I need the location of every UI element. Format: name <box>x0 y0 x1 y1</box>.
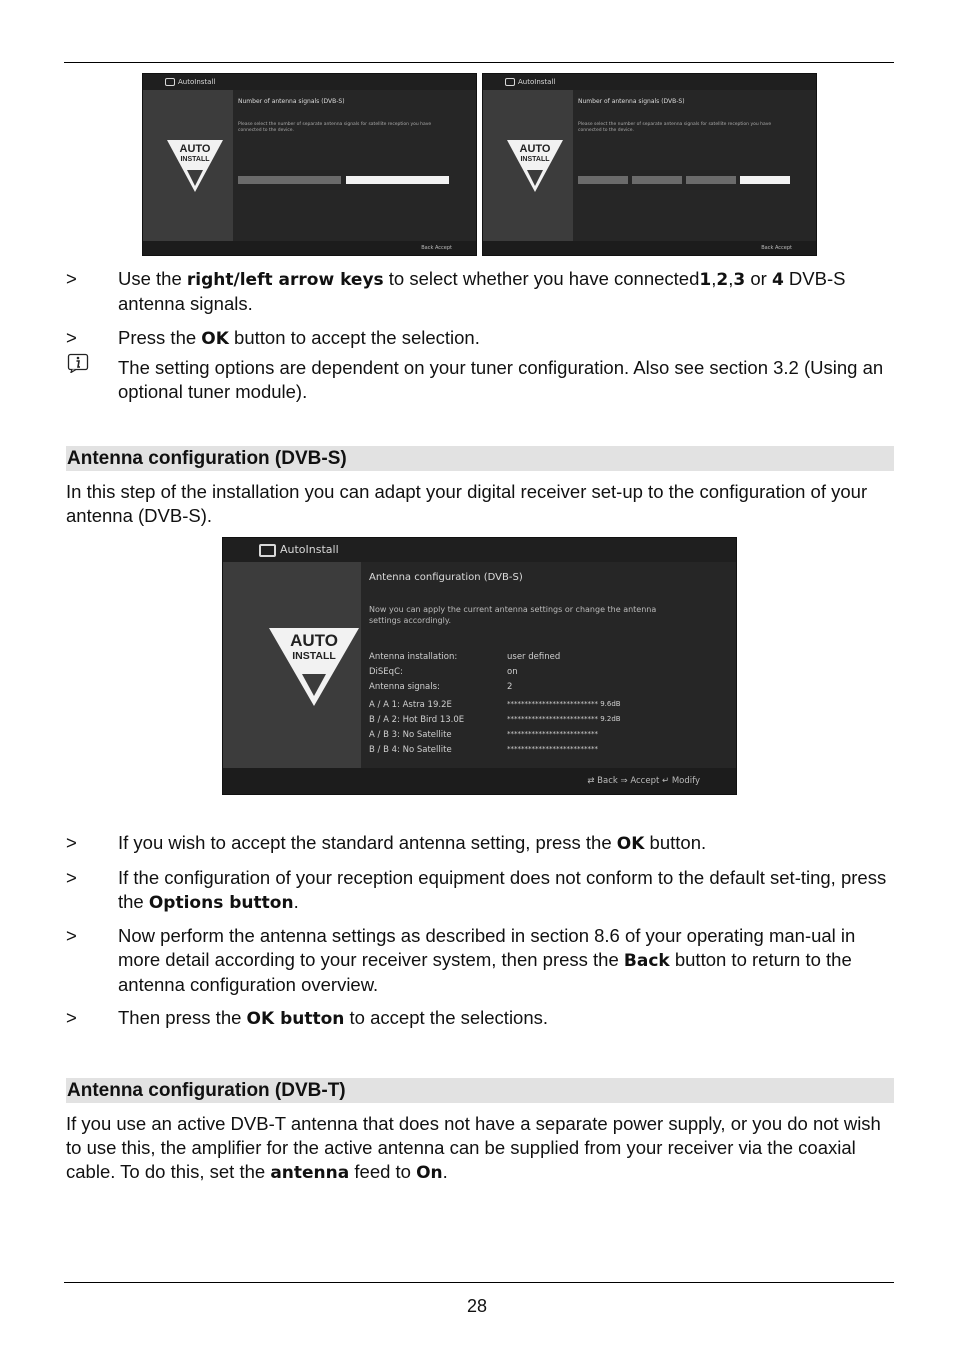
option-2[interactable] <box>346 176 449 184</box>
section-intro-dvbt: If you use an active DVB-T antenna that does not have a separate power supply, or you do not wish to use this, the amplifier for the active antenna can be supplied from your receiver via the coaxial cable. To do this, set the antenna feed to On. <box>66 1113 881 1183</box>
section-heading-dvbs: Antenna configuration (DVB-S) <box>66 446 894 471</box>
screen-description: Now you can apply the current antenna settings or change the antenna settings accordingly. <box>369 605 657 625</box>
bullet-mark: > <box>66 925 77 946</box>
satellite-label: B / A 2: Hot Bird 13.0E <box>369 715 465 725</box>
screen-left-panel <box>483 90 573 241</box>
screen-description: Please select the number of separate antenna signals for satellite reception you have connected to the device. <box>578 122 772 133</box>
satellite-value: ************************** <box>507 745 598 753</box>
bullet-text: Now perform the antenna settings as described in section 8.6 of your operating man-ual in more detail according to your receiver system, then press the Back button to return to the antenna configuration overview. <box>118 925 856 995</box>
logo-text-install: INSTALL <box>180 156 210 163</box>
screen-header: AutoInstall <box>518 78 556 86</box>
setting-label: Antenna installation: <box>369 652 458 662</box>
section-heading-dvbt: Antenna configuration (DVB-T) <box>66 1078 894 1103</box>
satellite-label: B / B 4: No Satellite <box>369 745 452 755</box>
screen-footer: Back Accept <box>143 241 476 255</box>
option-2[interactable] <box>632 176 682 184</box>
header-rule <box>64 62 894 63</box>
bullet-text: Then press the OK button to accept the selections. <box>118 1007 549 1029</box>
tv-icon <box>259 544 276 557</box>
logo-text-auto: AUTO <box>290 631 338 650</box>
screen-header: AutoInstall <box>178 78 216 86</box>
screen-footer: ⇄ Back ⇒ Accept ↵ Modify <box>223 768 736 794</box>
screenshot-antenna-signals-2 <box>142 73 477 256</box>
screen-description: Please select the number of separate antenna signals for satellite reception you have connected to the device. <box>238 122 432 133</box>
screenshot-antenna-configuration <box>222 537 737 795</box>
logo-text-install: INSTALL <box>292 650 336 662</box>
auto-install-logo-icon <box>165 138 225 196</box>
bullet-mark: > <box>66 268 77 289</box>
footer-rule <box>64 1282 894 1283</box>
option-1[interactable] <box>238 176 341 184</box>
setting-label: DiSEqC: <box>369 667 403 677</box>
screenshot-antenna-signals-4 <box>482 73 817 256</box>
setting-label: Antenna signals: <box>369 682 440 692</box>
section-intro-dvbs: In this step of the installation you can adapt your digital receiver set-up to the configuration of your antenna (DVB-S). <box>66 481 868 526</box>
auto-install-logo-icon <box>267 626 361 710</box>
screen-header: AutoInstall <box>280 543 339 556</box>
screen-left-panel <box>223 562 361 768</box>
bullet-mark: > <box>66 1007 77 1028</box>
satellite-value: ************************** <box>507 730 598 738</box>
screen-footer: Back Accept <box>483 241 816 255</box>
logo-text-auto: AUTO <box>179 143 211 155</box>
bullet-mark: > <box>66 832 77 853</box>
satellite-value: ************************** 9.6dB <box>507 700 621 708</box>
logo-text-install: INSTALL <box>520 156 550 163</box>
bullet-text: Press the OK button to accept the selection. <box>118 327 480 349</box>
screen-title: Number of antenna signals (DVB-S) <box>238 98 345 105</box>
option-1[interactable] <box>578 176 628 184</box>
logo-text-auto: AUTO <box>519 143 551 155</box>
screen-left-panel <box>143 90 233 241</box>
screen-title: Number of antenna signals (DVB-S) <box>578 98 685 105</box>
bullet-text: Use the right/left arrow keys to select whether you have connected1,2,3 or 4 DVB-S antenna signals. <box>118 268 846 314</box>
bullet-mark: > <box>66 867 77 888</box>
setting-value: user defined <box>507 652 561 662</box>
option-3[interactable] <box>686 176 736 184</box>
bullet-text: If you wish to accept the standard antenna setting, press the OK button. <box>118 832 707 854</box>
screen-title: Antenna configuration (DVB-S) <box>369 572 523 583</box>
setting-value: on <box>507 667 518 677</box>
option-4[interactable] <box>740 176 790 184</box>
page-number: 28 <box>466 1296 488 1316</box>
satellite-value: ************************** 9.2dB <box>507 715 621 723</box>
satellite-label: A / B 3: No Satellite <box>369 730 452 740</box>
auto-install-logo-icon <box>505 138 565 196</box>
tv-icon <box>505 78 515 86</box>
tv-icon <box>165 78 175 86</box>
info-note: The setting options are dependent on your tuner configuration. Also see section 3.2 (Using an optional tuner module). <box>118 357 884 402</box>
bullet-mark: > <box>66 327 77 348</box>
info-icon <box>67 353 89 373</box>
bullet-text: If the configuration of your reception equipment does not conform to the default set-ting, press the Options button. <box>118 867 887 913</box>
setting-value: 2 <box>507 682 513 692</box>
satellite-label: A / A 1: Astra 19.2E <box>369 700 452 710</box>
